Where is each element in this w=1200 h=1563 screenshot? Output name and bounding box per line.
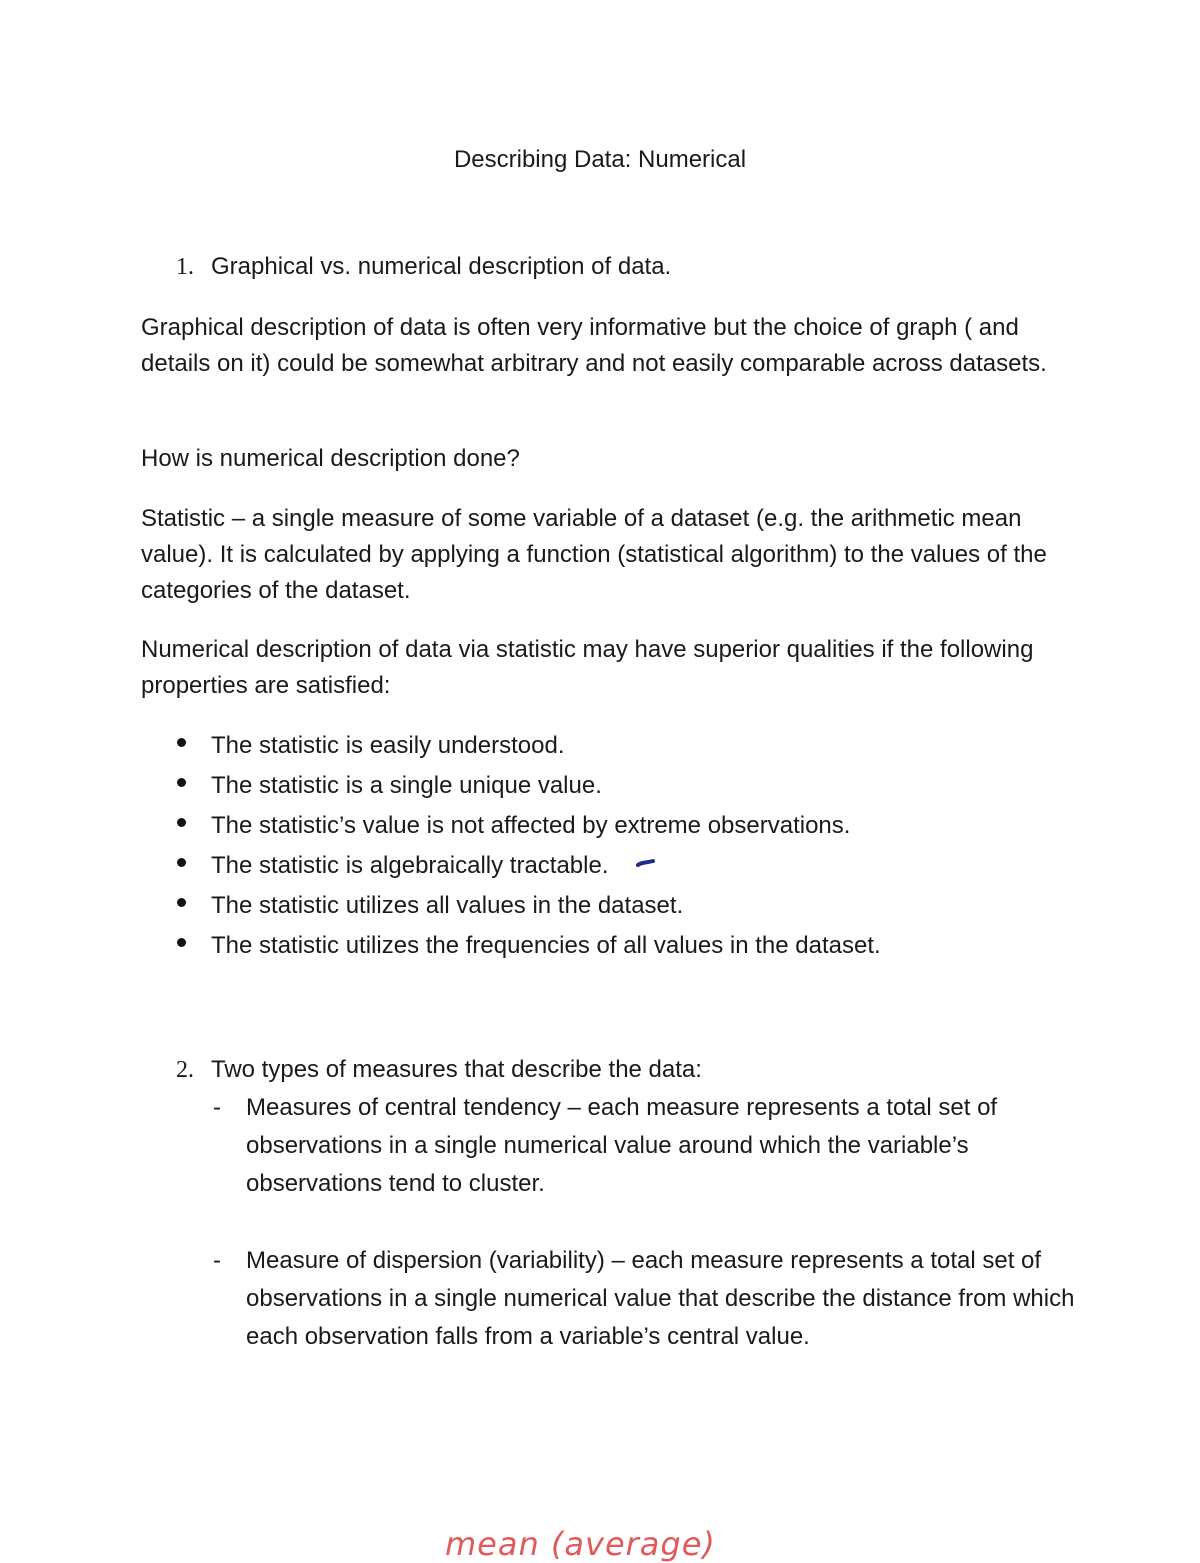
central-tendency-item: Measures of central tendency – each measure represents a total set of observations in a single numerical value around which the variable’s observations tend to cluster. <box>246 1094 998 1197</box>
section-2-number: 2. <box>176 1057 194 1083</box>
list-dash: - <box>213 1094 221 1121</box>
bullet-dot <box>177 778 186 787</box>
bullet-dot <box>177 898 186 907</box>
bullet-dot <box>177 818 186 827</box>
question-text: How is numerical description done? <box>141 445 520 472</box>
graphical-description-paragraph: Graphical description of data is often very informative but the choice of graph ( and details on it) could be somewhat arbitrary and not easily comparable across datasets. <box>141 314 1047 377</box>
handwritten-note: mean (average) <box>445 1525 716 1563</box>
bullet-dot <box>177 738 186 747</box>
bullet-item: The statistic utilizes all values in the dataset. <box>211 892 684 919</box>
section-1-number: 1. <box>176 254 194 280</box>
bullet-item: The statistic utilizes the frequencies of all values in the dataset. <box>211 932 881 959</box>
bullet-item: The statistic’s value is not affected by extreme observations. <box>211 812 851 839</box>
dispersion-item: Measure of dispersion (variability) – each measure represents a total set of observations in a single numerical value that describe the distance from which each observation falls from a variable’s central value. <box>246 1247 1075 1350</box>
section-1-heading: Graphical vs. numerical description of data. <box>211 253 672 280</box>
bullet-item: The statistic is algebraically tractable. <box>211 852 609 879</box>
properties-intro-paragraph: Numerical description of data via statistic may have superior qualities if the following properties are satisfied: <box>141 636 1034 699</box>
bullet-item: The statistic is easily understood. <box>211 732 565 759</box>
section-2-heading: Two types of measures that describe the data: <box>211 1056 702 1083</box>
document-title: Describing Data: Numerical <box>453 146 747 173</box>
statistic-definition-paragraph: Statistic – a single measure of some variable of a dataset (e.g. the arithmetic mean value). It is calculated by applying a function (statistical algorithm) to the values of the categories of the dataset. <box>141 505 1047 604</box>
bullet-dot <box>177 858 186 867</box>
bullet-dot <box>177 938 186 947</box>
bullet-item: The statistic is a single unique value. <box>211 772 602 799</box>
list-dash: - <box>213 1247 221 1274</box>
pen-mark-annotation <box>636 858 656 870</box>
